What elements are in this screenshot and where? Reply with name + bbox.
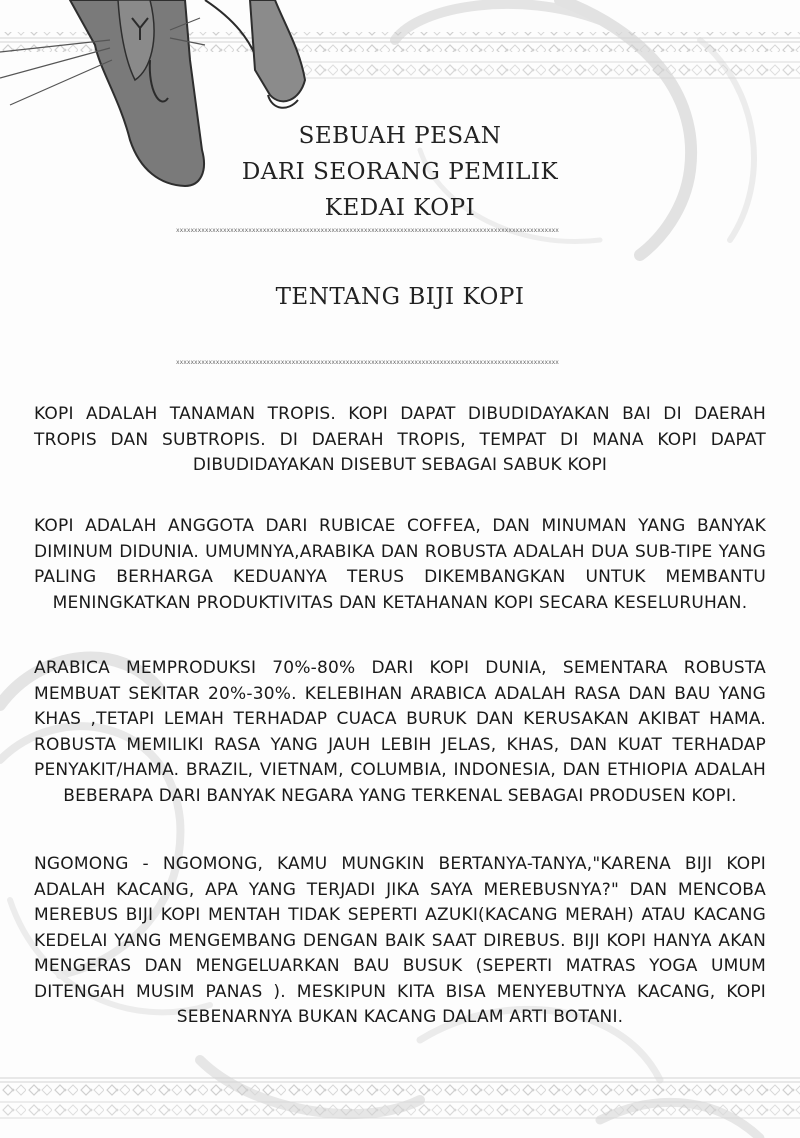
paragraph-1: KOPI ADALAH TANAMAN TROPIS. KOPI DAPAT DIBUDIDAYAKAN BAI DI DAERAH TROPIS DAN SUBTROPIS. DI DAERAH TROPIS, TEMPAT DI MANA KOPI DAPAT DIBUDIDAYAKAN DISEBUT SEBAGAI SABUK KOPI [34, 404, 766, 475]
title-line-3: KEDAI KOPI [324, 195, 476, 221]
section-heading: TENTANG BIJI KOPI [275, 284, 525, 310]
paragraph-2: KOPI ADALAH ANGGOTA DARI RUBICAE COFFEA, DAN MINUMAN YANG BANYAK DIMINUM DIDUNIA. UMUMNYA,ARABIKA DAN ROBUSTA ADALAH DUA SUB-TIPE YANG PALING BERHARGA KEDUANYA TERUS DIKEMBANGKAN UNTUK MEMBANTU MENINGKATKAN PRODUKTIVITAS DAN KETAHANAN KOPI SECARA KESELURUHAN. [34, 516, 766, 613]
lace-border-bottom [0, 1076, 800, 1096]
paragraph-4: NGOMONG - NGOMONG, KAMU MUNGKIN BERTANYA-TANYA,"KARENA BIJI KOPI ADALAH KACANG, APA YANG TERJADI JIKA SAYA MEREBUSNYA?" DAN MENCOBA MEREBUS BIJI KOPI MENTAH TIDAK SEPERTI AZUKI(KACANG MERAH) ATAU KACANG KEDELAI YANG MENGEMBANG DENGAN BAIK SAAT DIREBUS. BIJI KOPI HANYA AKAN MENGERAS DAN MENGELUARKAN BAU BUSUK (SEPERTI MATRAS YOGA UMUM DITENGAH MUSIM PANAS ). MESKIPUN KITA BISA MENYEBUTNYA KACANG, KOPI SEBENARNYA BUKAN KACANG DALAM ARTI BOTANI. [34, 854, 766, 1027]
paragraph-3: ARABICA MEMPRODUKSI 70%-80% DARI KOPI DUNIA, SEMENTARA ROBUSTA MEMBUAT SEKITAR 20%-30%. KELEBIHAN ARABICA ADALAH RASA DAN BAU YANG KHAS ,TETAPI LEMAH TERHADAP CUACA BURUK DAN KERUSAKAN AKIBAT HAMA. ROBUSTA MEMILIKI RASA YANG JAUH LEBIH JELAS, KHAS, DAN KUAT TERHADAP PENYAKIT/HAMA. BRAZIL, VIETNAM, COLUMBIA, INDONESIA, DAN ETHIOPIA ADALAH BEBERAPA DARI BANYAK NEGARA YANG TERKENAL SEBAGAI PRODUSEN KOPI. [34, 658, 766, 806]
lace-border-top-right [300, 60, 800, 80]
heading-divider: xxxxxxxxxxxxxxxxxxxxxxxxxxxxxxxxxxxxxxxxxxxxxxxxxxxxxxxxxxxxxxxxxxxxxxxxxxxxxxxxxxxxxxxxxxxxxxxxxxxxxxxxxx [176, 360, 559, 366]
page-title [170, 118, 630, 226]
title-divider: xxxxxxxxxxxxxxxxxxxxxxxxxxxxxxxxxxxxxxxxxxxxxxxxxxxxxxxxxxxxxxxxxxxxxxxxxxxxxxxxxxxxxxxxxxxxxxxxxxxxxxxxxx [176, 228, 559, 234]
lace-border-bottom-2 [0, 1100, 800, 1120]
lace-border-top [0, 32, 800, 52]
title-line-2: DARI SEORANG PEMILIK [241, 159, 559, 185]
title-line-1: SEBUAH PESAN [298, 123, 502, 149]
